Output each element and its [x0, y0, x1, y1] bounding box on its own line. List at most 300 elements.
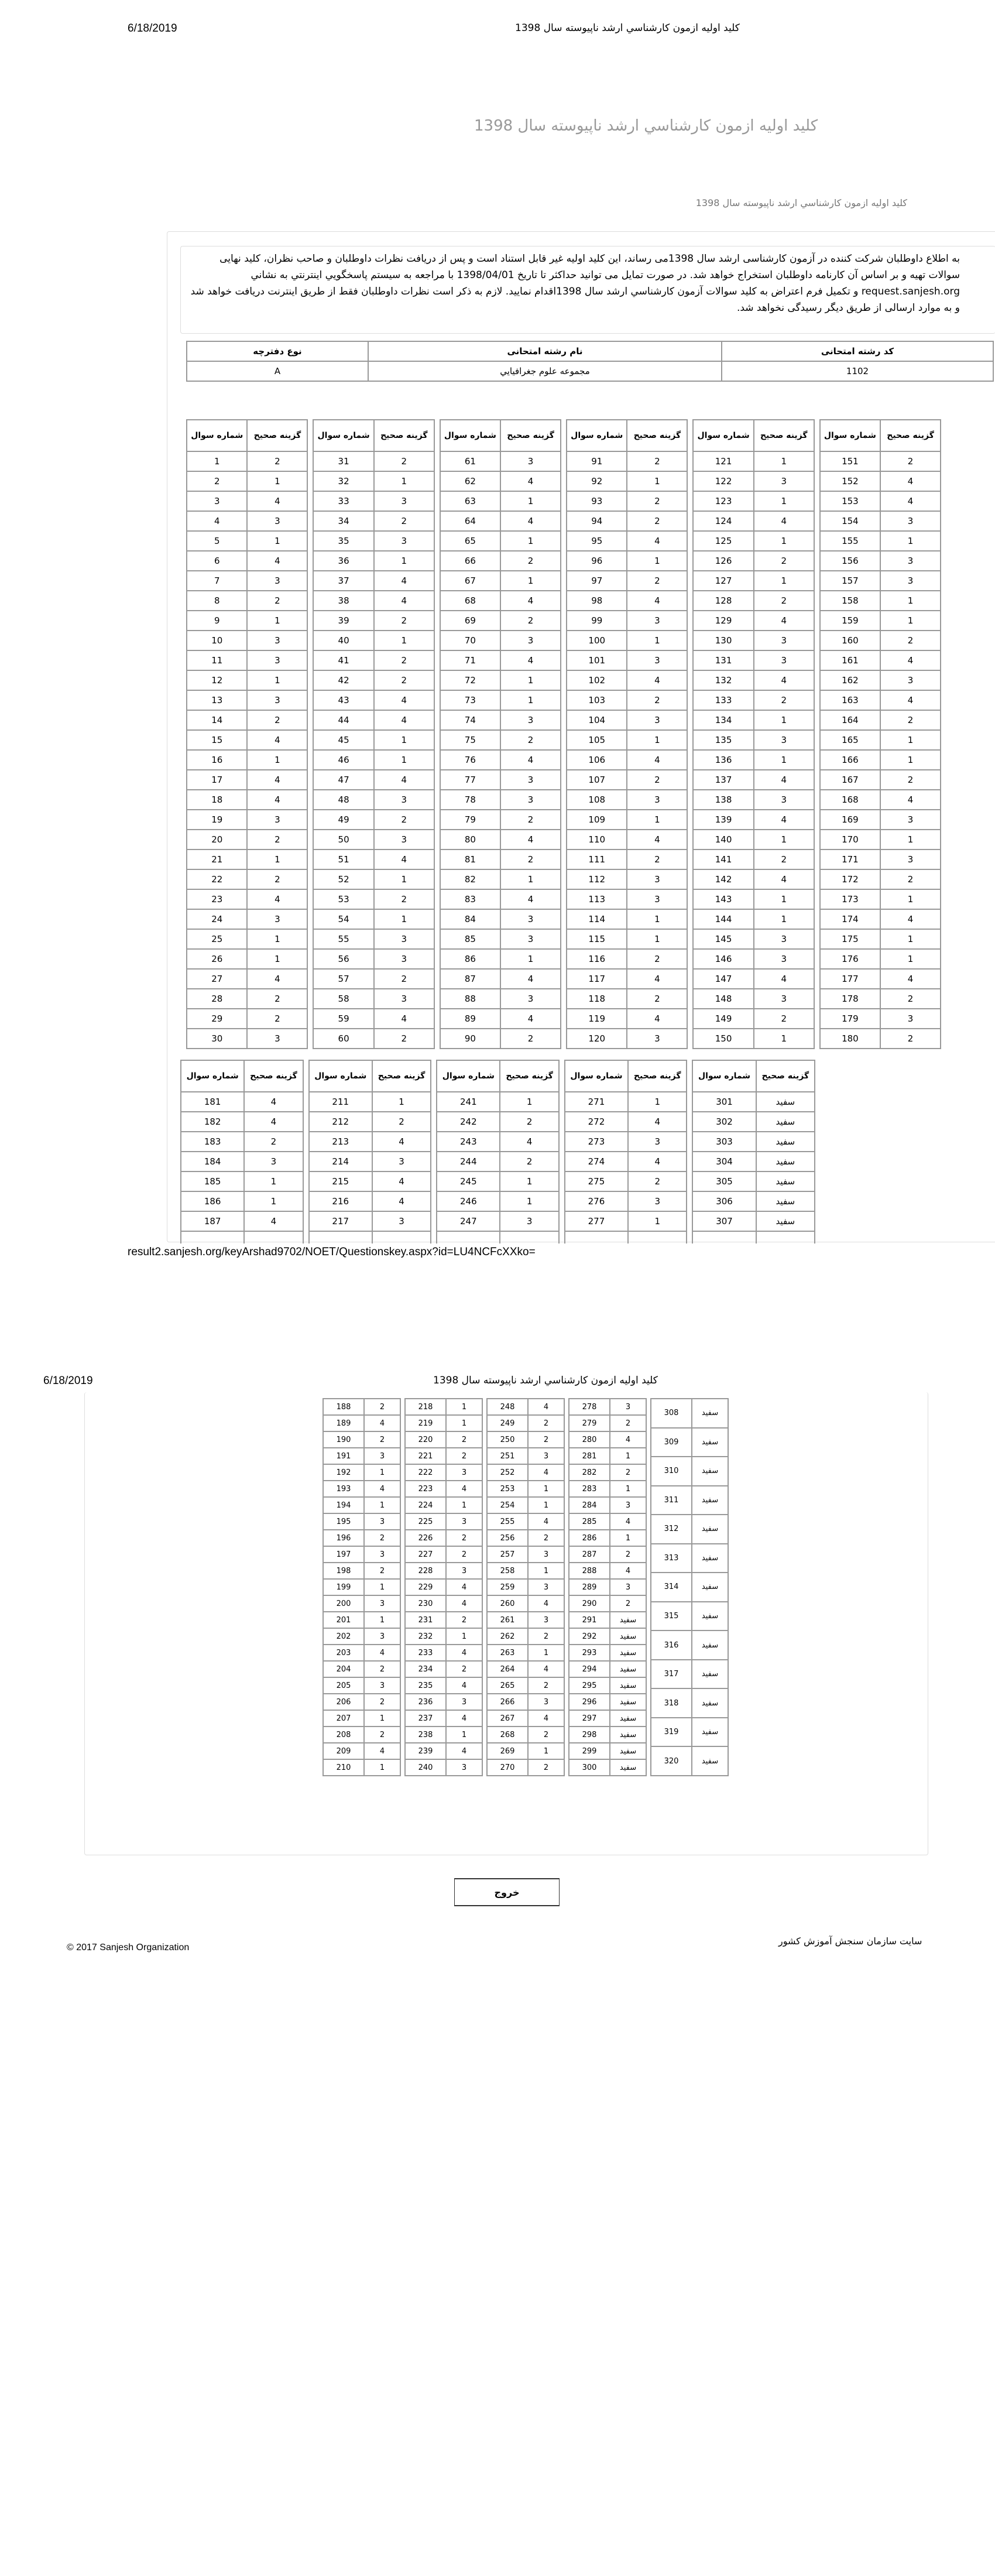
- question-number: 303: [692, 1132, 756, 1152]
- answer-row: [323, 1727, 400, 1743]
- answer-row: [181, 1092, 303, 1112]
- answer-row: [693, 869, 814, 889]
- question-number: 80: [440, 830, 500, 849]
- correct-option: 3: [880, 511, 941, 531]
- answer-row: [405, 1710, 482, 1727]
- answer-row: [440, 631, 561, 650]
- correct-option: 2: [880, 710, 941, 730]
- correct-option: 1: [364, 1579, 400, 1595]
- answer-row: [693, 1029, 814, 1049]
- answer-row: [440, 810, 561, 830]
- answer-key-table: [566, 419, 688, 1049]
- answer-row: [187, 969, 307, 989]
- question-number: 255: [487, 1513, 528, 1530]
- correct-option: 2: [500, 730, 561, 750]
- correct-option: 4: [627, 531, 687, 551]
- correct-option: 1: [374, 869, 434, 889]
- question-number: 196: [323, 1530, 364, 1546]
- question-number: 313: [651, 1544, 692, 1573]
- answer-row: [437, 1191, 559, 1211]
- correct-option: 1: [754, 750, 814, 770]
- correct-option: 2: [374, 511, 434, 531]
- answer-row: [405, 1727, 482, 1743]
- correct-option: 1: [880, 830, 941, 849]
- correct-option: 4: [880, 790, 941, 810]
- answer-row: [487, 1513, 564, 1530]
- question-number: 257: [487, 1546, 528, 1563]
- answer-row: [313, 770, 434, 790]
- correct-option: 3: [374, 989, 434, 1009]
- correct-option-header: گزینه صحیح: [880, 420, 941, 451]
- question-number: 104: [567, 710, 627, 730]
- answer-row: [313, 611, 434, 631]
- question-number: 236: [405, 1694, 446, 1710]
- answer-row: [487, 1595, 564, 1612]
- correct-option: 1: [754, 571, 814, 591]
- question-number: 112: [567, 869, 627, 889]
- correct-option: 3: [754, 730, 814, 750]
- correct-option: 1: [364, 1612, 400, 1628]
- answer-row: [405, 1513, 482, 1530]
- answer-row: [405, 1546, 482, 1563]
- answer-row: [651, 1457, 728, 1486]
- answer-row: [187, 889, 307, 909]
- answer-row: [569, 1399, 646, 1415]
- question-number: 15: [187, 730, 247, 750]
- question-number: 60: [313, 1029, 373, 1049]
- correct-option: 3: [754, 929, 814, 949]
- question-number: 300: [569, 1759, 610, 1776]
- answer-row: [313, 869, 434, 889]
- question-number: 192: [323, 1464, 364, 1481]
- answer-row: [437, 1211, 559, 1231]
- answer-row: [440, 690, 561, 710]
- correct-option: 1: [247, 949, 307, 969]
- correct-option: 4: [446, 1595, 482, 1612]
- answer-row: [440, 491, 561, 511]
- question-number: 263: [487, 1645, 528, 1661]
- correct-option: سفید: [756, 1152, 815, 1171]
- answer-row: [440, 591, 561, 611]
- correct-option: 4: [500, 750, 561, 770]
- question-number: 285: [569, 1513, 610, 1530]
- answer-row: [440, 531, 561, 551]
- answer-row: [313, 591, 434, 611]
- correct-option: 2: [374, 451, 434, 471]
- correct-option: 3: [364, 1448, 400, 1464]
- print-date-page2: 6/18/2019: [43, 1375, 93, 1387]
- correct-option: 4: [880, 969, 941, 989]
- correct-option: 2: [247, 869, 307, 889]
- answer-row: [820, 1009, 941, 1029]
- correct-option: 2: [446, 1431, 482, 1448]
- answer-row: [487, 1759, 564, 1776]
- answer-row: [693, 551, 814, 571]
- question-number: 157: [820, 571, 880, 591]
- correct-option: 2: [374, 889, 434, 909]
- correct-option: 1: [880, 750, 941, 770]
- question-number: 253: [487, 1481, 528, 1497]
- correct-option: 3: [374, 790, 434, 810]
- correct-option: 3: [372, 1152, 431, 1171]
- question-number: 201: [323, 1612, 364, 1628]
- question-number: 118: [567, 989, 627, 1009]
- answer-row: [569, 1694, 646, 1710]
- question-number: 197: [323, 1546, 364, 1563]
- answer-row: [187, 571, 307, 591]
- question-number: 182: [181, 1112, 244, 1132]
- question-number: 308: [651, 1399, 692, 1428]
- correct-option: 2: [374, 670, 434, 690]
- answer-row: [405, 1497, 482, 1513]
- correct-option: 3: [244, 1152, 303, 1171]
- question-number: 11: [187, 650, 247, 670]
- correct-option: 4: [247, 889, 307, 909]
- answer-row: [569, 1546, 646, 1563]
- question-number: 77: [440, 770, 500, 790]
- question-number: 244: [437, 1152, 500, 1171]
- correct-option: 1: [247, 531, 307, 551]
- answer-row: [487, 1497, 564, 1513]
- answer-row: [693, 491, 814, 511]
- answer-row: [567, 929, 687, 949]
- correct-option: 2: [610, 1595, 646, 1612]
- exam-code-value: 1102: [722, 361, 993, 381]
- question-number: 296: [569, 1694, 610, 1710]
- correct-option: 2: [627, 690, 687, 710]
- question-number: 267: [487, 1710, 528, 1727]
- question-number: 251: [487, 1448, 528, 1464]
- answer-row: [820, 810, 941, 830]
- answer-row: [569, 1464, 646, 1481]
- question-number: 66: [440, 551, 500, 571]
- correct-option: 3: [364, 1628, 400, 1645]
- empty-row: [181, 1231, 303, 1244]
- answer-row: [405, 1530, 482, 1546]
- correct-option: 2: [364, 1530, 400, 1546]
- answer-row: [437, 1132, 559, 1152]
- question-number: 75: [440, 730, 500, 750]
- answer-row: [313, 849, 434, 869]
- question-number: 219: [405, 1415, 446, 1431]
- question-number: 209: [323, 1743, 364, 1759]
- answer-row: [313, 810, 434, 830]
- question-number: 115: [567, 929, 627, 949]
- answer-row: [181, 1191, 303, 1211]
- correct-option: 3: [374, 949, 434, 969]
- question-number: 13: [187, 690, 247, 710]
- answer-row: [693, 989, 814, 1009]
- question-number: 256: [487, 1530, 528, 1546]
- answer-row: [187, 849, 307, 869]
- correct-option: 4: [500, 889, 561, 909]
- correct-option: 4: [500, 471, 561, 491]
- question-number: 229: [405, 1579, 446, 1595]
- question-number: 271: [565, 1092, 628, 1112]
- correct-option: سفید: [756, 1112, 815, 1132]
- question-number: 72: [440, 670, 500, 690]
- answer-row: [313, 531, 434, 551]
- answer-row: [313, 750, 434, 770]
- answer-row: [313, 710, 434, 730]
- correct-option: 1: [446, 1415, 482, 1431]
- correct-option-header: گزینه صحیح: [500, 420, 561, 451]
- answer-row: [487, 1612, 564, 1628]
- question-number: 260: [487, 1595, 528, 1612]
- question-number: 101: [567, 650, 627, 670]
- answer-row: [567, 551, 687, 571]
- answer-row: [440, 909, 561, 929]
- question-number: 7: [187, 571, 247, 591]
- correct-option: 4: [500, 511, 561, 531]
- correct-option: 1: [627, 810, 687, 830]
- correct-option: 1: [374, 909, 434, 929]
- answer-row: [187, 750, 307, 770]
- answer-row: [567, 1029, 687, 1049]
- question-number: 172: [820, 869, 880, 889]
- answer-row: [323, 1645, 400, 1661]
- question-number: 26: [187, 949, 247, 969]
- correct-option: 2: [364, 1727, 400, 1743]
- answer-row: [820, 969, 941, 989]
- correct-option: 2: [364, 1431, 400, 1448]
- answer-row: [323, 1563, 400, 1579]
- correct-option: 4: [364, 1481, 400, 1497]
- correct-option: 2: [627, 989, 687, 1009]
- answer-row: [323, 1661, 400, 1677]
- correct-option: 2: [446, 1661, 482, 1677]
- correct-option: 3: [627, 790, 687, 810]
- answer-row: [323, 1759, 400, 1776]
- correct-option: 2: [880, 869, 941, 889]
- answer-row: [651, 1399, 728, 1428]
- correct-option: 3: [446, 1563, 482, 1579]
- correct-option: 4: [880, 690, 941, 710]
- answer-row: [569, 1563, 646, 1579]
- question-number: 129: [693, 611, 753, 631]
- answer-row: [313, 451, 434, 471]
- answer-row: [309, 1092, 431, 1112]
- question-number: 155: [820, 531, 880, 551]
- correct-option: 2: [364, 1563, 400, 1579]
- question-number: 48: [313, 790, 373, 810]
- question-number: 119: [567, 1009, 627, 1029]
- correct-option: 2: [754, 591, 814, 611]
- question-number: 76: [440, 750, 500, 770]
- correct-option: 4: [628, 1152, 687, 1171]
- question-number: 132: [693, 670, 753, 690]
- question-number: 113: [567, 889, 627, 909]
- answer-row: [181, 1132, 303, 1152]
- correct-option: سفید: [610, 1661, 646, 1677]
- answer-row: [693, 591, 814, 611]
- answer-row: [693, 730, 814, 750]
- answer-row: [313, 491, 434, 511]
- question-number: 10: [187, 631, 247, 650]
- answer-row: [820, 869, 941, 889]
- answer-row: [187, 591, 307, 611]
- correct-option: 4: [247, 969, 307, 989]
- question-number: 45: [313, 730, 373, 750]
- question-number: 224: [405, 1497, 446, 1513]
- question-number: 65: [440, 531, 500, 551]
- question-number: 312: [651, 1515, 692, 1544]
- question-number: 231: [405, 1612, 446, 1628]
- question-number: 315: [651, 1602, 692, 1631]
- answer-row: [440, 969, 561, 989]
- correct-option: سفید: [610, 1759, 646, 1776]
- correct-option: 1: [374, 750, 434, 770]
- answer-key-table: [486, 1398, 565, 1776]
- correct-option-header: گزینه صحیح: [244, 1060, 303, 1092]
- correct-option: 4: [374, 849, 434, 869]
- correct-option: 3: [610, 1399, 646, 1415]
- question-number: 279: [569, 1415, 610, 1431]
- answer-row: [440, 730, 561, 750]
- question-number: 87: [440, 969, 500, 989]
- correct-option: 1: [247, 929, 307, 949]
- answer-row: [693, 849, 814, 869]
- question-number-header: شماره سوال: [313, 420, 373, 451]
- question-number: 4: [187, 511, 247, 531]
- answer-row: [440, 750, 561, 770]
- question-number: 284: [569, 1497, 610, 1513]
- answer-row: [313, 631, 434, 650]
- answer-row: [820, 929, 941, 949]
- question-number: 207: [323, 1710, 364, 1727]
- correct-option: سفید: [610, 1645, 646, 1661]
- answer-row: [405, 1448, 482, 1464]
- answer-row: [567, 451, 687, 471]
- question-number: 86: [440, 949, 500, 969]
- correct-option: 4: [372, 1132, 431, 1152]
- question-number: 203: [323, 1645, 364, 1661]
- answer-row: [440, 929, 561, 949]
- correct-option: 1: [374, 551, 434, 571]
- question-number: 294: [569, 1661, 610, 1677]
- answer-row: [567, 730, 687, 750]
- correct-option: 1: [364, 1759, 400, 1776]
- answer-row: [487, 1661, 564, 1677]
- question-number: 227: [405, 1546, 446, 1563]
- question-number: 275: [565, 1171, 628, 1191]
- question-number: 242: [437, 1112, 500, 1132]
- answer-row: [567, 1009, 687, 1029]
- correct-option: 3: [754, 471, 814, 491]
- answer-row: [309, 1171, 431, 1191]
- notice-text: به اطلاع داوطلبان شرکت کننده در آزمون کارشناسی ارشد سال 1398می رساند، این کلید اولیه غیر قابل استناد است و پس از دریافت نظرات داوطلبان و صاحب نظران، کلید نهایی سوالات تهیه و بر اساس آن کارنامه داوطلبان استخراج خواهد شد. در صورت تمایل می توانید حداکثر تا تاریخ 1398/04/01 با مراجعه به سیستم پاسخگویي اینترنتي به نشاني request.sanjesh.org و تکمیل فرم اعتراض به کلید سوالات آزمون کارشناسي ارشد سال 1398اقدام نمایید. لازم به ذکر است نظرات داوطلبان فقط از طریق اینترنت دریافت خواهد شد و به موارد ارسالی از طریق دیگر رسیدگی نخواهد شد.: [190, 253, 960, 314]
- correct-option: 1: [610, 1530, 646, 1546]
- answer-row: [693, 790, 814, 810]
- correct-option: 2: [528, 1530, 564, 1546]
- answer-row: [820, 451, 941, 471]
- question-number: 233: [405, 1645, 446, 1661]
- question-number: 252: [487, 1464, 528, 1481]
- correct-option: 4: [372, 1171, 431, 1191]
- exit-button[interactable]: خروج: [454, 1878, 560, 1906]
- correct-option: 3: [247, 810, 307, 830]
- answer-row: [487, 1677, 564, 1694]
- answer-row: [693, 909, 814, 929]
- question-number: 174: [820, 909, 880, 929]
- question-number: 162: [820, 670, 880, 690]
- question-number: 2: [187, 471, 247, 491]
- correct-option: 4: [627, 750, 687, 770]
- correct-option: 3: [880, 810, 941, 830]
- correct-option: 2: [364, 1694, 400, 1710]
- answer-row: [187, 929, 307, 949]
- correct-option: سفید: [692, 1515, 728, 1544]
- answer-row: [440, 1029, 561, 1049]
- question-number-header: شماره سوال: [693, 420, 753, 451]
- question-number: 9: [187, 611, 247, 631]
- question-number: 108: [567, 790, 627, 810]
- correct-option: 2: [446, 1612, 482, 1628]
- correct-option: سفید: [610, 1694, 646, 1710]
- answer-row: [569, 1497, 646, 1513]
- question-number: 67: [440, 571, 500, 591]
- answer-row: [569, 1579, 646, 1595]
- correct-option: 1: [244, 1171, 303, 1191]
- answer-row: [187, 1009, 307, 1029]
- answer-row: [323, 1677, 400, 1694]
- question-number: 212: [309, 1112, 372, 1132]
- correct-option: 3: [610, 1497, 646, 1513]
- correct-option: 2: [247, 710, 307, 730]
- correct-option: 1: [446, 1399, 482, 1415]
- answer-row: [820, 511, 941, 531]
- correct-option: سفید: [610, 1612, 646, 1628]
- correct-option: 2: [754, 690, 814, 710]
- correct-option: 1: [754, 710, 814, 730]
- correct-option: 1: [627, 929, 687, 949]
- sanjesh-site-link[interactable]: سایت سازمان سنجش آموزش کشور: [778, 1936, 922, 1947]
- question-number: 167: [820, 770, 880, 790]
- question-number: 185: [181, 1171, 244, 1191]
- correct-option: 4: [244, 1112, 303, 1132]
- question-number: 35: [313, 531, 373, 551]
- correct-option: 4: [374, 591, 434, 611]
- answer-row: [487, 1694, 564, 1710]
- question-number: 319: [651, 1718, 692, 1747]
- question-number: 228: [405, 1563, 446, 1579]
- question-number: 193: [323, 1481, 364, 1497]
- answer-row: [323, 1399, 400, 1415]
- exam-name-value: مجموعه علوم جغرافیایي: [368, 361, 722, 381]
- question-number: 198: [323, 1563, 364, 1579]
- answer-row: [487, 1546, 564, 1563]
- correct-option: 2: [247, 830, 307, 849]
- correct-option: 4: [374, 571, 434, 591]
- correct-option: 1: [244, 1191, 303, 1211]
- question-number: 147: [693, 969, 753, 989]
- correct-option: 4: [528, 1661, 564, 1677]
- correct-option: 4: [374, 770, 434, 790]
- correct-option: 1: [374, 471, 434, 491]
- question-number: 106: [567, 750, 627, 770]
- answer-row: [440, 571, 561, 591]
- answer-row: [567, 909, 687, 929]
- question-number-header: شماره سوال: [440, 420, 500, 451]
- answer-row: [440, 949, 561, 969]
- answer-row: [440, 989, 561, 1009]
- question-number: 81: [440, 849, 500, 869]
- question-number: 135: [693, 730, 753, 750]
- correct-option: 3: [880, 571, 941, 591]
- question-number: 274: [565, 1152, 628, 1171]
- question-number: 134: [693, 710, 753, 730]
- correct-option: سفید: [610, 1628, 646, 1645]
